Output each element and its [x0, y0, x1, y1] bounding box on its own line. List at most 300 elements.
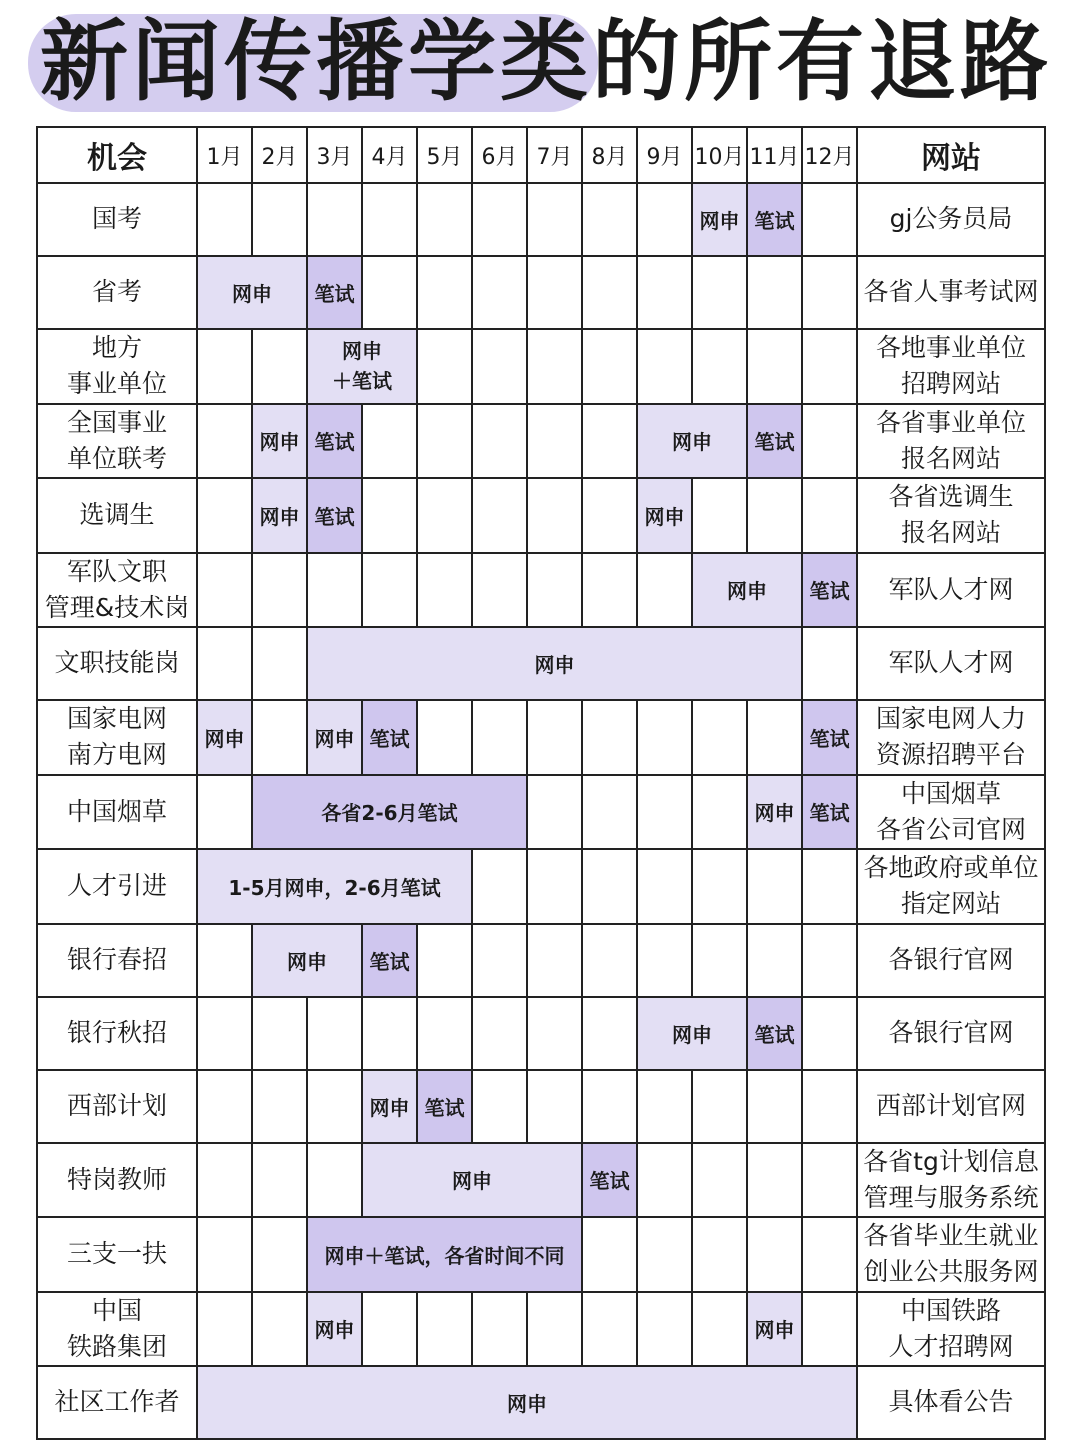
month-cell — [802, 183, 857, 256]
month-cell — [747, 924, 802, 997]
month-cell — [527, 183, 582, 256]
month-cell — [307, 1143, 362, 1218]
website-line: 各省选调生 — [888, 482, 1014, 511]
opportunity-name — [37, 1366, 197, 1439]
period-label-line: 1-5月网申，2-6月笔试 — [228, 875, 441, 900]
month-cell — [637, 329, 692, 404]
month-cell — [362, 404, 417, 479]
month-cell — [527, 478, 582, 553]
period-label-line: 网申 — [204, 726, 245, 751]
website-line: 资源招聘平台 — [875, 740, 1026, 770]
month-cell — [802, 1143, 857, 1218]
opportunity-name-line: 单位联考 — [66, 443, 167, 473]
table-row — [37, 1292, 1045, 1367]
month-cell — [802, 924, 857, 997]
period-label-line: 网申 — [259, 504, 300, 529]
table-row — [37, 478, 1045, 553]
month-cell — [692, 849, 747, 924]
month-cell — [637, 775, 692, 850]
website-line: 各银行官网 — [888, 1017, 1014, 1047]
apply-period-cell — [307, 1292, 362, 1367]
period-label-line: 笔试 — [754, 430, 795, 455]
website-line: 各省毕业生就业 — [863, 1221, 1039, 1250]
month-cell — [252, 997, 307, 1070]
month-cell — [527, 849, 582, 924]
website-cell — [857, 775, 1045, 850]
table-row — [37, 183, 1045, 256]
month-cell — [472, 553, 527, 628]
period-label-line: 网申 — [754, 801, 795, 826]
apply-period-cell — [307, 329, 417, 404]
table-row — [37, 256, 1045, 329]
website-line: 西部计划官网 — [875, 1090, 1026, 1120]
period-label-line: 网申 — [672, 1022, 712, 1047]
month-cell — [802, 256, 857, 329]
opportunity-name — [37, 404, 197, 479]
month-cell — [582, 183, 637, 256]
month-cell — [197, 997, 252, 1070]
opportunity-name-line: 中国 — [91, 1295, 142, 1325]
table-row — [37, 627, 1045, 700]
opportunity-name — [37, 1070, 197, 1143]
period-label-line: 笔试 — [809, 726, 850, 751]
opportunity-name — [37, 478, 197, 553]
month-cell — [472, 849, 527, 924]
table-row — [37, 1070, 1045, 1143]
month-cell — [472, 997, 527, 1070]
month-cell — [472, 183, 527, 256]
month-cell — [747, 700, 802, 775]
period-label-line: 网申 — [507, 1392, 547, 1416]
opportunity-name — [37, 924, 197, 997]
opportunity-name-line: 全国事业 — [66, 407, 167, 437]
period-label-line: 网申 — [287, 949, 327, 974]
opportunity-name-line: 省考 — [91, 277, 142, 307]
month-cell — [582, 329, 637, 404]
period-label-line: 网申 — [369, 1095, 410, 1120]
month-cell — [527, 256, 582, 329]
opportunity-name-line: 铁路集团 — [66, 1331, 167, 1361]
website-cell — [857, 924, 1045, 997]
opportunity-name-line: 事业单位 — [66, 369, 167, 399]
month-cell — [362, 1292, 417, 1367]
month-cell — [582, 775, 637, 850]
apply-period-cell — [252, 478, 307, 553]
opportunity-name-line: 西部计划 — [66, 1090, 167, 1120]
opportunity-name — [37, 775, 197, 850]
month-cell — [637, 700, 692, 775]
month-cell — [197, 1070, 252, 1143]
month-cell — [637, 849, 692, 924]
month-cell — [637, 1143, 692, 1218]
month-cell — [472, 256, 527, 329]
website-line: 各银行官网 — [888, 944, 1014, 974]
month-cell — [802, 1292, 857, 1367]
opportunity-name — [37, 997, 197, 1070]
period-label-line: 网申 — [672, 430, 712, 455]
month-cell — [802, 404, 857, 479]
exam-period-cell — [802, 553, 857, 628]
table-row — [37, 1366, 1045, 1439]
month-cell — [472, 1070, 527, 1143]
period-label-line: 笔试 — [809, 579, 850, 604]
apply-period-cell — [637, 997, 747, 1070]
opportunity-name-line: 社区工作者 — [54, 1387, 180, 1417]
month-cell — [417, 478, 472, 553]
table-row — [37, 700, 1045, 775]
website-line: 报名网站 — [900, 518, 1001, 548]
opportunity-name-line: 文职技能岗 — [54, 648, 180, 678]
month-cell — [362, 256, 417, 329]
website-line: 指定网站 — [900, 889, 1001, 919]
month-cell — [417, 1292, 472, 1367]
period-label-line: 笔试 — [314, 504, 355, 529]
month-cell — [582, 553, 637, 628]
opportunity-name-line: 国考 — [91, 204, 142, 234]
period-label-line: ＋笔试 — [332, 369, 392, 394]
schedule-table — [36, 126, 1046, 1440]
website-cell — [857, 1070, 1045, 1143]
header-month: 8月 — [582, 127, 637, 183]
month-cell — [307, 183, 362, 256]
month-cell — [802, 849, 857, 924]
opportunity-name — [37, 849, 197, 924]
month-cell — [417, 553, 472, 628]
month-cell — [472, 1292, 527, 1367]
website-line: 中国烟草 — [900, 778, 1001, 808]
month-cell — [692, 1292, 747, 1367]
period-label-line: 网申 — [314, 726, 355, 751]
exam-period-cell — [252, 775, 527, 850]
month-cell — [802, 997, 857, 1070]
month-cell — [527, 775, 582, 850]
website-line: 各省tg计划信息 — [863, 1146, 1039, 1176]
website-line: 各省公司官网 — [875, 814, 1026, 844]
month-cell — [527, 924, 582, 997]
table-row — [37, 553, 1045, 628]
month-cell — [362, 183, 417, 256]
website-line: 管理与服务系统 — [863, 1182, 1039, 1212]
period-label-line: 笔试 — [754, 209, 795, 233]
opportunity-name — [37, 256, 197, 329]
website-cell — [857, 700, 1045, 775]
website-line: 国家电网人力 — [875, 704, 1026, 733]
apply-period-cell — [252, 924, 362, 997]
month-cell — [637, 256, 692, 329]
header-month: 10月 — [692, 127, 747, 183]
period-label-line: 笔试 — [424, 1095, 465, 1120]
header-month: 6月 — [472, 127, 527, 183]
month-cell — [252, 1292, 307, 1367]
month-cell — [692, 329, 747, 404]
month-cell — [692, 1143, 747, 1218]
opportunity-name — [37, 700, 197, 775]
opportunity-name-line: 银行秋招 — [66, 1017, 167, 1047]
header-month: 7月 — [527, 127, 582, 183]
opportunity-name — [37, 553, 197, 628]
month-cell — [527, 329, 582, 404]
apply-period-cell — [197, 256, 307, 329]
website-line: 各省事业单位 — [875, 407, 1026, 437]
website-cell — [857, 849, 1045, 924]
month-cell — [527, 404, 582, 479]
month-cell — [692, 478, 747, 553]
month-cell — [362, 997, 417, 1070]
period-label-line: 网申 — [727, 579, 767, 604]
month-cell — [802, 1217, 857, 1292]
apply-period-cell — [692, 183, 747, 256]
table-row — [37, 997, 1045, 1070]
month-cell — [197, 329, 252, 404]
month-cell — [582, 404, 637, 479]
month-cell — [527, 1292, 582, 1367]
month-cell — [417, 700, 472, 775]
period-label-line: 笔试 — [369, 726, 410, 751]
month-cell — [747, 849, 802, 924]
month-cell — [527, 700, 582, 775]
month-cell — [692, 256, 747, 329]
period-label-line: 网申＋笔试，各省时间不同 — [324, 1243, 565, 1268]
opportunity-name-line: 三支一扶 — [66, 1239, 167, 1269]
website-cell — [857, 1292, 1045, 1367]
month-cell — [307, 1070, 362, 1143]
month-cell — [637, 183, 692, 256]
month-cell — [582, 478, 637, 553]
header-website: 网站 — [857, 127, 1045, 183]
month-cell — [802, 329, 857, 404]
apply-period-cell — [197, 700, 252, 775]
month-cell — [747, 256, 802, 329]
website-line: 报名网站 — [900, 443, 1001, 473]
exam-period-cell — [307, 404, 362, 479]
month-cell — [747, 329, 802, 404]
month-cell — [362, 553, 417, 628]
website-cell — [857, 404, 1045, 479]
month-cell — [307, 553, 362, 628]
website-cell — [857, 553, 1045, 628]
month-cell — [252, 1070, 307, 1143]
month-cell — [802, 478, 857, 553]
period-label-line: 网申 — [452, 1169, 492, 1194]
exam-period-cell — [362, 924, 417, 997]
period-label-line: 网申 — [342, 339, 382, 364]
month-cell — [637, 924, 692, 997]
website-line: 各地政府或单位 — [863, 853, 1039, 882]
website-line: 具体看公告 — [888, 1387, 1014, 1417]
apply-period-cell — [637, 478, 692, 553]
table-row — [37, 1217, 1045, 1292]
month-cell — [692, 1070, 747, 1143]
month-cell — [197, 1217, 252, 1292]
table-row — [37, 849, 1045, 924]
opportunity-name — [37, 1217, 197, 1292]
month-cell — [197, 404, 252, 479]
apply-period-cell — [747, 1292, 802, 1367]
exam-period-cell — [307, 478, 362, 553]
exam-period-cell — [802, 775, 857, 850]
exam-period-cell — [802, 700, 857, 775]
header-month: 1月 — [197, 127, 252, 183]
exam-period-cell — [307, 256, 362, 329]
table-row — [37, 1143, 1045, 1218]
month-cell — [252, 627, 307, 700]
website-line: 军队人才网 — [888, 574, 1014, 604]
month-cell — [417, 256, 472, 329]
opportunity-name — [37, 329, 197, 404]
month-cell — [197, 183, 252, 256]
opportunity-name-line: 中国烟草 — [66, 796, 167, 826]
month-cell — [582, 1217, 637, 1292]
header-month: 9月 — [637, 127, 692, 183]
month-cell — [417, 183, 472, 256]
month-cell — [472, 329, 527, 404]
exam-period-cell — [362, 700, 417, 775]
website-line: 人才招聘网 — [888, 1331, 1014, 1361]
month-cell — [417, 329, 472, 404]
month-cell — [692, 700, 747, 775]
period-label-line: 网申 — [644, 504, 685, 529]
apply-period-cell — [197, 849, 472, 924]
website-line: gj公务员局 — [889, 204, 1013, 234]
website-line: 中国铁路 — [900, 1295, 1001, 1325]
month-cell — [527, 553, 582, 628]
month-cell — [252, 183, 307, 256]
period-label-line: 笔试 — [754, 1022, 795, 1047]
opportunity-name-line: 特岗教师 — [66, 1164, 167, 1194]
website-line: 创业公共服务网 — [863, 1257, 1039, 1287]
month-cell — [197, 924, 252, 997]
opportunity-name-line: 南方电网 — [66, 740, 167, 770]
month-cell — [637, 553, 692, 628]
exam-period-cell — [747, 404, 802, 479]
month-cell — [197, 553, 252, 628]
month-cell — [582, 700, 637, 775]
website-cell — [857, 183, 1045, 256]
month-cell — [802, 627, 857, 700]
period-label-line: 网申 — [534, 653, 575, 677]
month-cell — [472, 404, 527, 479]
page-title: 新闻传播学类的所有退路 — [40, 10, 1053, 113]
month-cell — [637, 1217, 692, 1292]
month-cell — [527, 997, 582, 1070]
header-month: 11月 — [747, 127, 802, 183]
month-cell — [417, 404, 472, 479]
apply-period-cell — [307, 700, 362, 775]
month-cell — [417, 924, 472, 997]
month-cell — [197, 1143, 252, 1218]
month-cell — [197, 1292, 252, 1367]
apply-period-cell — [252, 404, 307, 479]
period-label-line: 笔试 — [369, 949, 410, 974]
month-cell — [582, 1292, 637, 1367]
opportunity-name — [37, 183, 197, 256]
exam-period-cell — [307, 1217, 582, 1292]
exam-period-cell — [747, 997, 802, 1070]
month-cell — [252, 1143, 307, 1218]
month-cell — [692, 775, 747, 850]
opportunity-name-line: 管理&技术岗 — [44, 592, 190, 622]
opportunity-name — [37, 1143, 197, 1218]
website-cell — [857, 1217, 1045, 1292]
website-line: 招聘网站 — [900, 369, 1001, 399]
exam-period-cell — [582, 1143, 637, 1218]
table-row — [37, 329, 1045, 404]
apply-period-cell — [747, 775, 802, 850]
month-cell — [252, 329, 307, 404]
website-line: 军队人才网 — [888, 648, 1014, 678]
table-row — [37, 404, 1045, 479]
month-cell — [197, 478, 252, 553]
opportunity-name-line: 选调生 — [79, 500, 155, 530]
header-month: 5月 — [417, 127, 472, 183]
table-row — [37, 924, 1045, 997]
period-label-line: 网申 — [754, 1318, 795, 1343]
month-cell — [582, 849, 637, 924]
apply-period-cell — [307, 627, 802, 700]
period-label-line: 网申 — [699, 209, 740, 233]
month-cell — [307, 997, 362, 1070]
month-cell — [197, 627, 252, 700]
month-cell — [747, 478, 802, 553]
schedule-body — [37, 183, 1045, 1439]
period-label-line: 笔试 — [314, 430, 355, 455]
month-cell — [252, 1217, 307, 1292]
month-cell — [362, 478, 417, 553]
month-cell — [747, 1217, 802, 1292]
month-cell — [747, 1070, 802, 1143]
month-cell — [637, 1292, 692, 1367]
table-row — [37, 775, 1045, 850]
website-cell — [857, 997, 1045, 1070]
period-label-line: 网申 — [314, 1318, 355, 1343]
apply-period-cell — [637, 404, 747, 479]
apply-period-cell — [692, 553, 802, 628]
website-cell — [857, 1143, 1045, 1218]
month-cell — [252, 553, 307, 628]
website-cell — [857, 256, 1045, 329]
opportunity-name-line: 军队文职 — [66, 556, 167, 586]
month-cell — [472, 478, 527, 553]
month-cell — [692, 924, 747, 997]
exam-period-cell — [747, 183, 802, 256]
period-label-line: 笔试 — [809, 801, 850, 826]
period-label-line: 各省2-6月笔试 — [321, 801, 458, 826]
month-cell — [197, 775, 252, 850]
opportunity-name-line: 国家电网 — [66, 704, 167, 733]
opportunity-name — [37, 627, 197, 700]
website-cell — [857, 478, 1045, 553]
apply-period-cell — [362, 1070, 417, 1143]
header-month: 12月 — [802, 127, 857, 183]
month-cell — [582, 924, 637, 997]
website-cell — [857, 1366, 1045, 1439]
month-cell — [582, 997, 637, 1070]
opportunity-name — [37, 1292, 197, 1367]
month-cell — [417, 997, 472, 1070]
month-cell — [747, 1143, 802, 1218]
exam-period-cell — [417, 1070, 472, 1143]
period-label-line: 网申 — [259, 430, 300, 455]
period-label-line: 笔试 — [314, 282, 355, 306]
period-label-line: 网申 — [232, 282, 272, 306]
month-cell — [582, 256, 637, 329]
header-month: 3月 — [307, 127, 362, 183]
header-opportunity: 机会 — [37, 127, 197, 183]
month-cell — [527, 1070, 582, 1143]
month-cell — [637, 1070, 692, 1143]
website-line: 各地事业单位 — [875, 333, 1026, 362]
opportunity-name-line: 地方 — [91, 333, 142, 362]
